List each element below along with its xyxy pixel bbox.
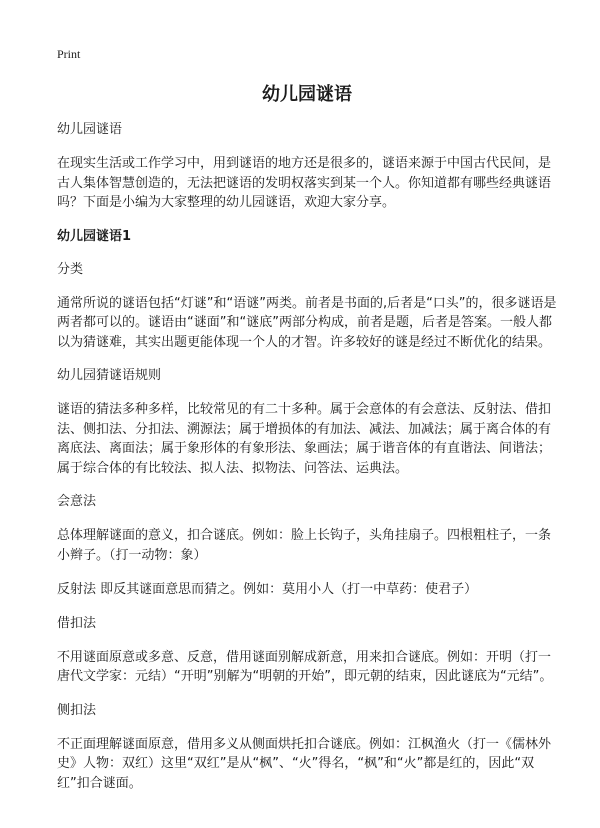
category-heading: 分类 [57, 261, 84, 277]
section-heading: 幼儿园谜语1 [57, 228, 132, 244]
huiyi-paragraph: 总体理解谜面的意义，扣合谜底。例如：脸上长钩子，头角挂扇子。四根粗柱子，一条小辫子。（打一动物：象） [57, 528, 552, 563]
document-subtitle: 幼儿园谜语 [57, 122, 123, 137]
document-title: 幼儿园谜语 [262, 84, 352, 105]
category-paragraph: 通常所说的谜语包括“灯谜”和“语谜”两类。前者是书面的,后者是“口头”的，很多谜语是两者都可以的。谜语由“谜面”和“谜底”两部分构成，前者是题，后者是答案。一般人都以为猜谜难，其实出题更能体现一个人的才智。许多较好的谜是经过不断优化的结果。 [57, 295, 557, 350]
jiekou-paragraph: 不用谜面原意或多意、反意，借用谜面别解成新意，用来扣合谜底。例如：开明（打一唐代文学家：元结）“开明”别解为“明朝的开始”，即元朝的结束，因此谜底为“元结”。 [57, 649, 553, 684]
cekou-heading: 侧扣法 [57, 702, 97, 718]
cekou-paragraph: 不正面理解谜面原意，借用多义从侧面烘托扣合谜底。例如：江枫渔火（打一《儒林外史》人物：双红）这里“双红”是从“枫”、“火”得名，“枫”和“火”都是红的，因此“双红”扣合谜面。 [57, 736, 552, 791]
rules-heading: 幼儿园猜谜语规则 [57, 368, 162, 383]
document-body [57, 121, 557, 808]
jiekou-heading: 借扣法 [57, 615, 97, 631]
huiyi-heading: 会意法 [57, 494, 97, 509]
rules-paragraph: 谜语的猜法多种多样，比较常见的有二十多种。属于会意体的有会意法、反射法、借扣法、侧扣法、分扣法、溯源法；属于增损体的有加法、减法、加减法；属于离合体的有离底法、离面法；属于象形体的有象形法、象画法；属于谐音体的有直谐法、间谐法；属于综合体的有比较法、拟人法、拟物法、问答法、运典法。 [57, 402, 552, 476]
intro-paragraph: 在现实生活或工作学习中，用到谜语的地方还是很多的，谜语来源于中国古代民间，是古人集体智慧创造的，无法把谜语的发明权落实到某一个人。你知道都有哪些经典谜语吗？下面是小编为大家整理的幼儿园谜语，欢迎大家分享。 [57, 156, 552, 210]
fanshe-paragraph: 反射法 即反其谜面意思而猜之。例如：莫用小人（打一中草药：使君子） [57, 582, 478, 597]
print-link[interactable]: Print [57, 47, 81, 61]
